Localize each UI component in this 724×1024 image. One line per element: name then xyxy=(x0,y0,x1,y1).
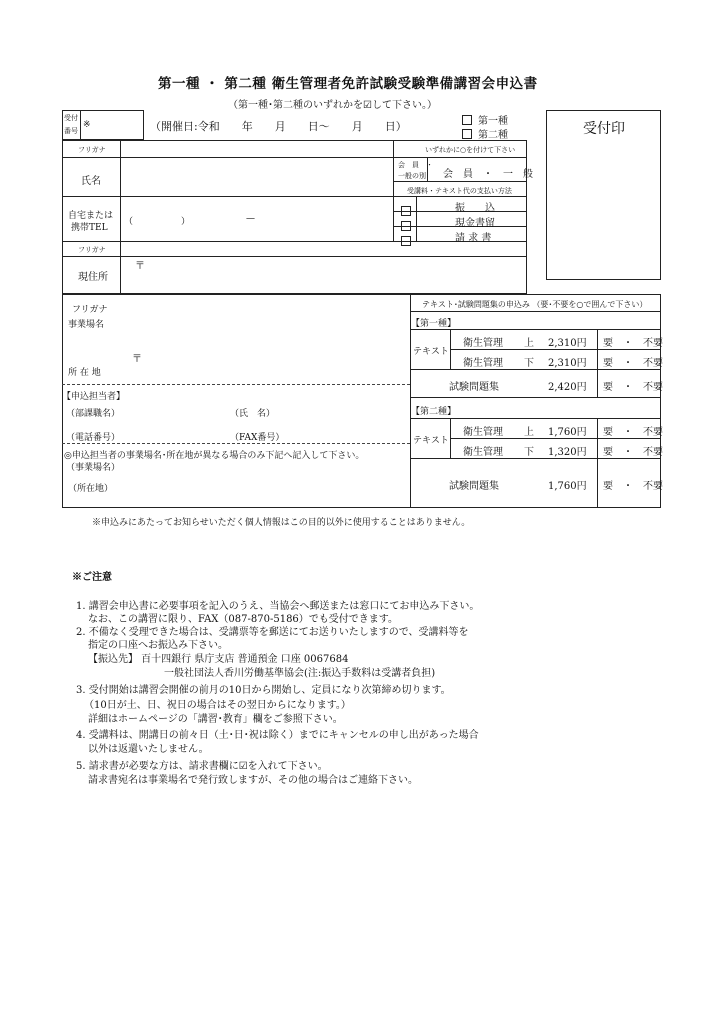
text2-upper-vol: 上 xyxy=(524,427,534,438)
note-line: 詳細はホームページの「講習･教育」欄をご参照下さい。 xyxy=(88,714,343,725)
reception-label-1: 受付 xyxy=(64,114,78,122)
payment-option-invoice: 請 求 書 xyxy=(455,233,492,244)
session-date[interactable]: （開催日:令和 年 月 日〜 月 日） xyxy=(150,120,407,133)
text1-lower-vol: 下 xyxy=(524,358,534,369)
workplace-postal-mark: 〒 xyxy=(132,354,142,365)
reception-label-2: 番号 xyxy=(64,127,78,135)
workplace-furigana: フリガナ xyxy=(72,305,108,315)
workplace-textbook-table xyxy=(62,294,661,508)
alt-name-label: （事業場名） xyxy=(66,463,121,473)
note-line: 5. 請求書が必要な方は、請求書欄に☑を入れて下さい。 xyxy=(76,761,328,772)
text1-upper-vol: 上 xyxy=(524,338,534,349)
text1-lower-name: 衛生管理 xyxy=(463,358,503,369)
note-line: （10日が土、日、祝日の場合はその翌日からになります。） xyxy=(84,700,351,711)
workplace-address-label: 所 在 地 xyxy=(68,368,101,378)
text1-upper-name: 衛生管理 xyxy=(463,338,503,349)
page-subtitle: （第一種･第二種のいずれかを☑して下さい。） xyxy=(228,100,437,111)
section1-label: 【第一種】 xyxy=(411,319,457,329)
note-line: 指定の口座へお振込み下さい。 xyxy=(88,640,228,651)
text2-upper-price: 1,760円 xyxy=(548,427,587,438)
text2-lower-choice[interactable]: 要 ・ 不要 xyxy=(603,447,663,458)
tel-dash: — xyxy=(246,214,255,224)
problem1-price: 2,420円 xyxy=(548,382,587,393)
payment-checkbox-3[interactable] xyxy=(401,230,417,249)
furigana-label: フリガナ xyxy=(78,146,106,154)
note-line: 一般社団法人香川労働基準協会(注:振込手数料は受講者負担) xyxy=(164,668,436,679)
payment-note: 受講料・テキスト代の支払い方法 xyxy=(407,187,512,195)
phone-label: （電話番号） xyxy=(66,433,121,443)
workplace-name-label: 事業場名 xyxy=(68,320,105,330)
text-label-1: テキスト xyxy=(413,347,449,357)
reception-stamp-label: 受付印 xyxy=(583,121,625,137)
note-line: 【振込先】 百十四銀行 県庁支店 普通預金 口座 0067684 xyxy=(88,654,349,665)
text2-lower-vol: 下 xyxy=(524,447,534,458)
kind-option-2[interactable]: 第二種 xyxy=(462,126,508,141)
postal-mark: 〒 xyxy=(135,261,145,272)
text2-upper-choice[interactable]: 要 ・ 不要 xyxy=(603,427,663,438)
checkbox-icon[interactable] xyxy=(462,129,472,139)
address-label: 現住所 xyxy=(78,272,108,283)
furigana-label-2: フリガナ xyxy=(78,246,106,254)
tel-paren-open: （ xyxy=(124,217,134,227)
problem2-choice[interactable]: 要 ・ 不要 xyxy=(603,481,663,492)
member-choice[interactable]: 会 員 ・ 一 般 xyxy=(443,169,533,180)
fax-label: （FAX番号） xyxy=(230,433,285,443)
note-line: 1. 講習会申込書に必要事項を記入のうえ、当協会へ郵送または窓口にてお申込み下さい。 xyxy=(76,601,480,612)
text-label-2: テキスト xyxy=(413,436,449,446)
tel-label-1: 自宅または xyxy=(68,211,114,221)
text1-upper-price: 2,310円 xyxy=(548,338,587,349)
text2-lower-name: 衛生管理 xyxy=(463,447,503,458)
note-line: 請求書宛名は事業場名で発行致しますが、その他の場合はご連絡下さい。 xyxy=(88,775,418,786)
contact-header: 【申込担当者】 xyxy=(62,392,126,402)
person-label: （氏 名） xyxy=(230,409,276,419)
note-line: 2. 不備なく受理できた場合は、受講票等を郵送にてお送りいたしますので、受講料等を xyxy=(76,627,469,638)
problem1-name: 試験問題集 xyxy=(449,382,499,393)
note-line: なお、この講習に限り、FAX（087-870-5186）でも受付できます。 xyxy=(88,614,398,625)
dept-label: （部課職名） xyxy=(66,409,121,419)
reception-number-value: ※ xyxy=(83,120,91,130)
payment-option-transfer: 振 込 xyxy=(455,203,495,214)
text2-upper-name: 衛生管理 xyxy=(463,427,503,438)
checkbox-icon[interactable] xyxy=(462,115,472,125)
note-line: 3. 受付開始は講習会開催の前月の10日から開始し、定員になり次第締め切ります。 xyxy=(76,685,451,696)
page-title: 第一種 ・ 第二種 衛生管理者免許試験受験準備講習会申込書 xyxy=(158,76,538,92)
textbook-header-note: テキスト･試験問題集の申込み （要･不要を○で囲んで下さい） xyxy=(422,300,648,309)
problem2-price: 1,760円 xyxy=(548,481,587,492)
member-label-1: 会 員 ・ xyxy=(398,161,433,169)
text2-lower-price: 1,320円 xyxy=(548,447,587,458)
note-line: 4. 受講料は、開講日の前々日（土･日･祝は除く）までにキャンセルの申し出があった場合 xyxy=(76,730,479,741)
problem2-name: 試験問題集 xyxy=(449,481,499,492)
kind-option-1[interactable]: 第一種 xyxy=(462,112,508,127)
alt-address-label: （所在地） xyxy=(68,484,114,494)
privacy-note: ※申込みにあたってお知らせいただく個人情報はこの目的以外に使用することはありません。 xyxy=(92,518,471,528)
member-label-2: 一般の別 xyxy=(398,172,426,180)
tel-label-2: 携帯TEL xyxy=(71,223,108,233)
text1-lower-choice[interactable]: 要 ・ 不要 xyxy=(603,358,663,369)
note-line: 以外は返還いたしません。 xyxy=(88,744,209,755)
text1-upper-choice[interactable]: 要 ・ 不要 xyxy=(603,338,663,349)
payment-option-registered: 現金書留 xyxy=(455,218,495,229)
notes-heading: ※ご注意 xyxy=(72,572,112,583)
checkbox-icon[interactable] xyxy=(401,236,411,246)
tel-paren-close: ） xyxy=(181,217,191,227)
text1-lower-price: 2,310円 xyxy=(548,358,587,369)
problem1-choice[interactable]: 要 ・ 不要 xyxy=(603,382,663,393)
section2-label: 【第二種】 xyxy=(411,407,457,417)
circle-note: いずれかに○を付けて下さい xyxy=(425,146,516,154)
name-label: 氏名 xyxy=(81,176,101,187)
different-note: ◎申込担当者の事業場名･所在地が異なる場合のみ下記へ記入して下さい。 xyxy=(64,451,365,461)
